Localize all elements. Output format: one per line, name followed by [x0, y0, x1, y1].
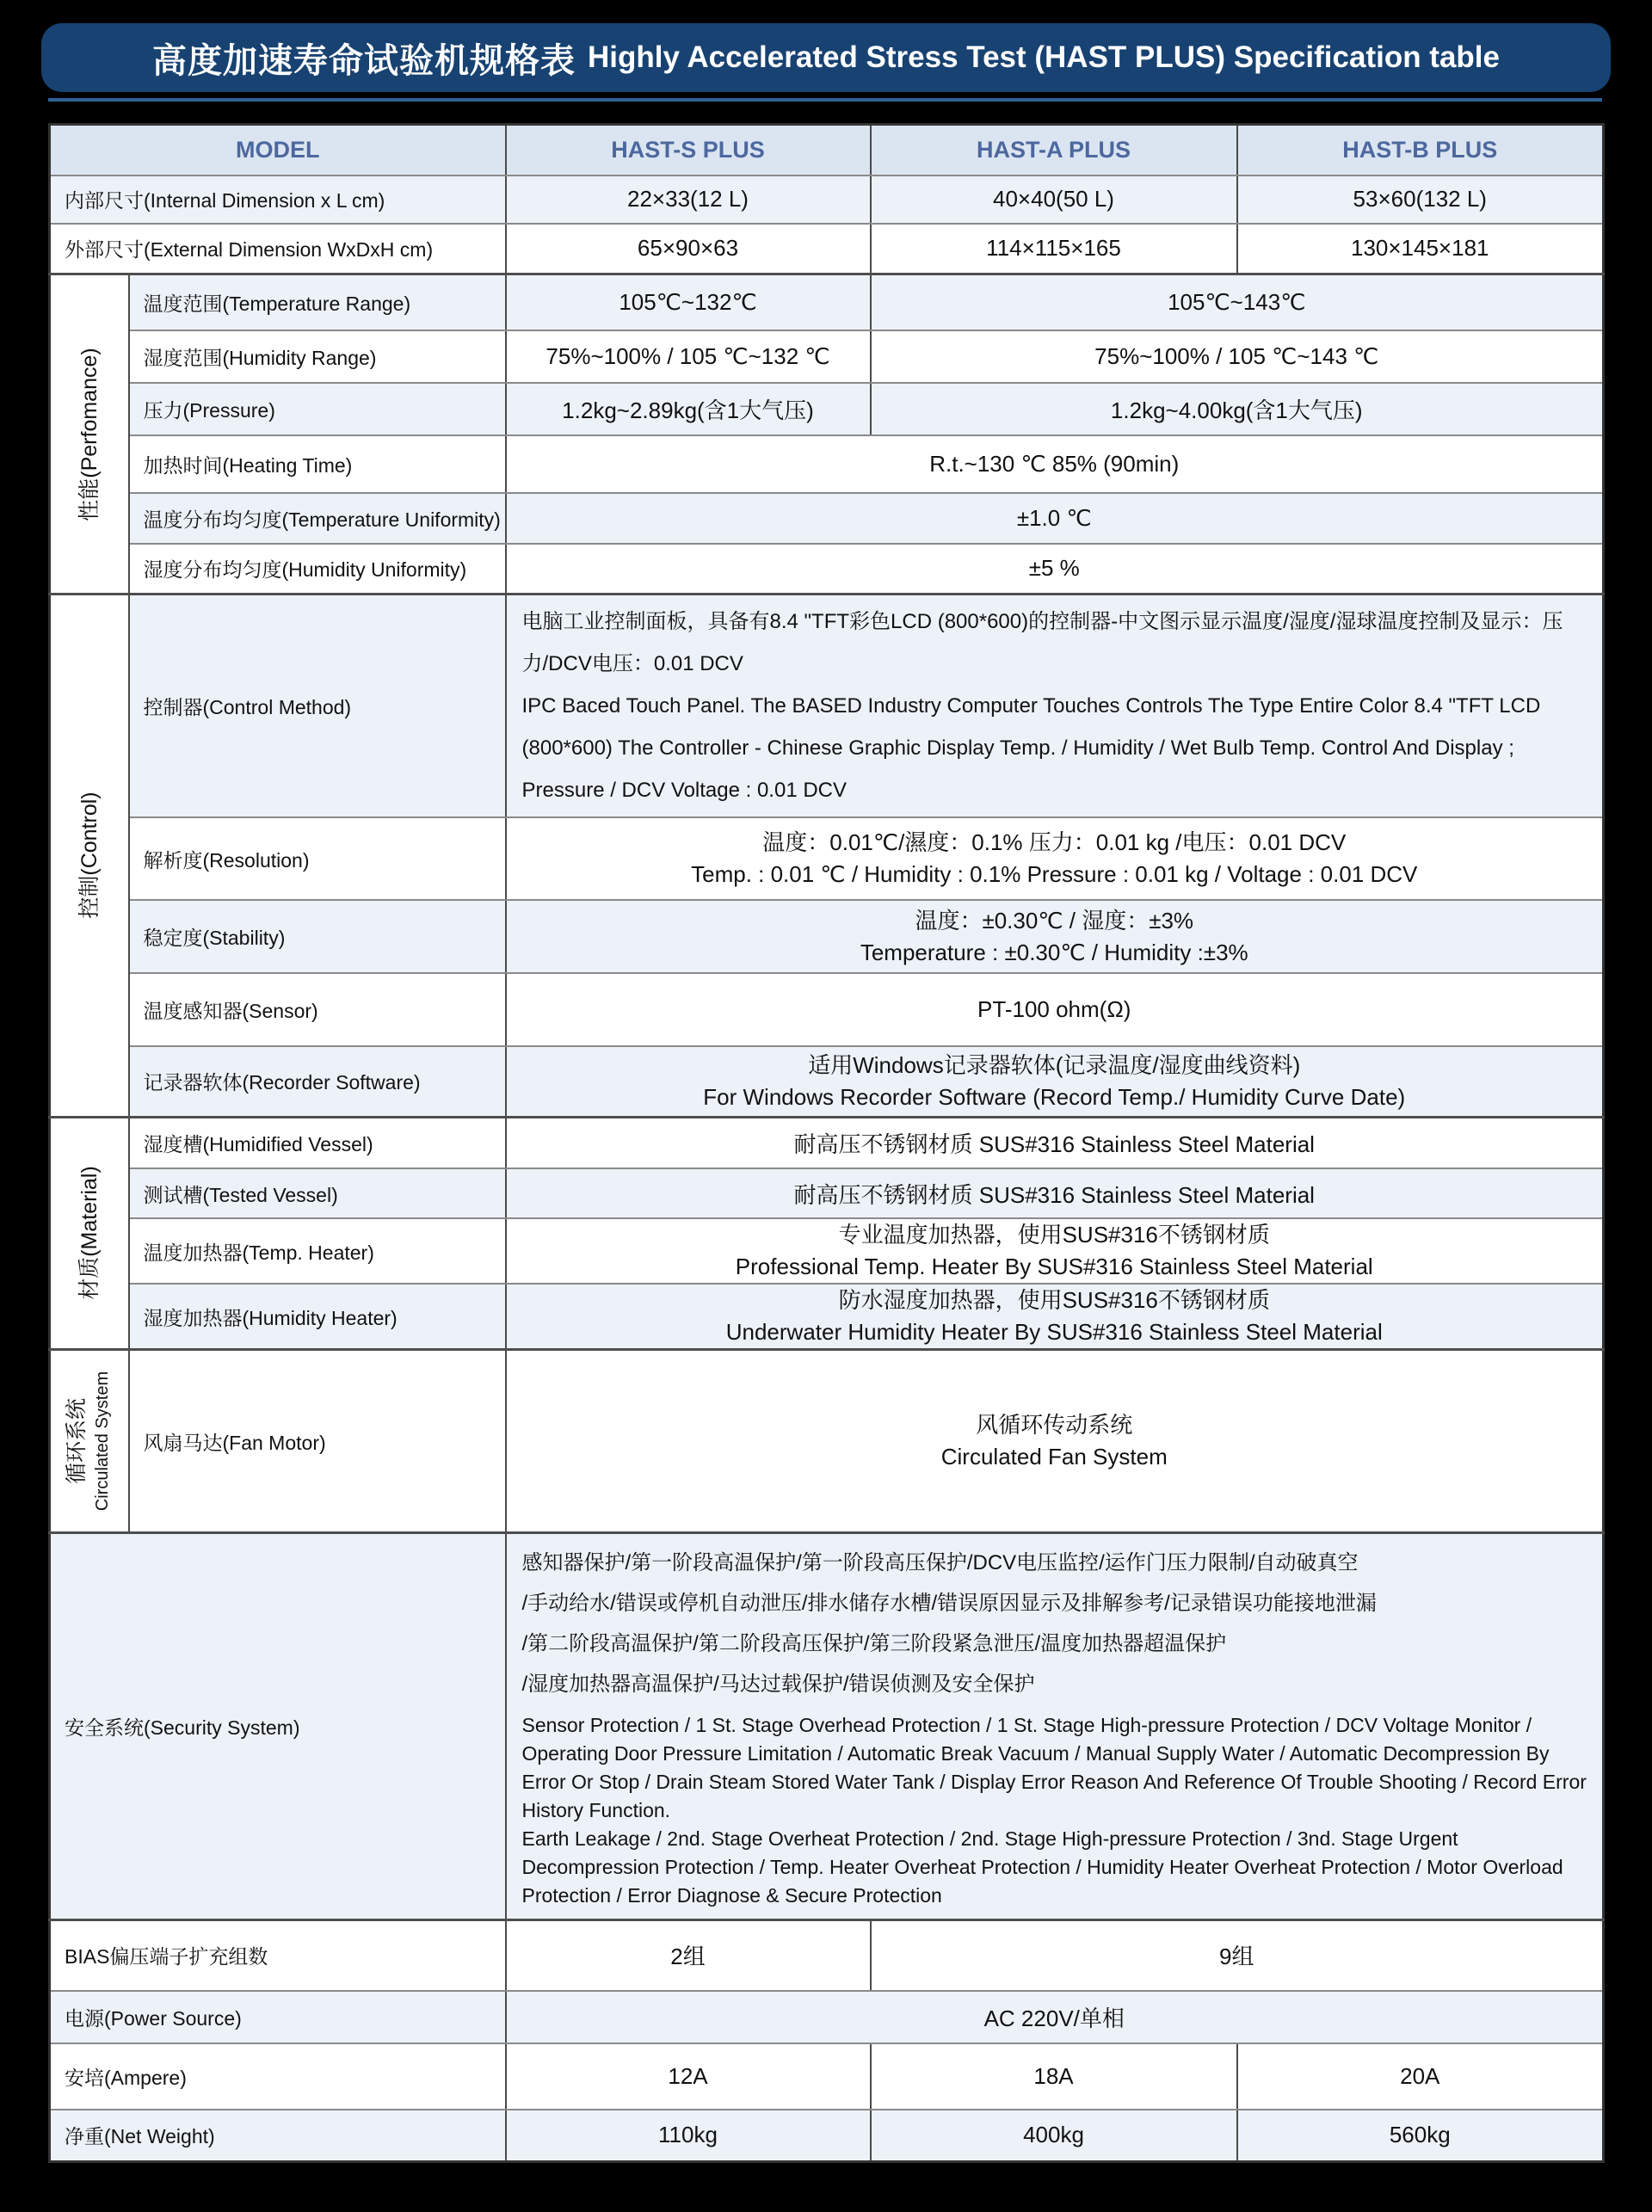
temperature-uniformity-label: 温度分布均匀度(Temperature Uniformity) [129, 493, 506, 544]
sensor-label: 温度感知器(Sensor) [129, 973, 506, 1046]
security-zh-line: 感知器保护/第一阶段高温保护/第一阶段高压保护/DCV电压监控/运作门压力限制/自动破真空 [521, 1551, 1359, 1574]
security-zh-line: /湿度加热器高温保护/马达过载保护/错误侦测及安全保护 [521, 1673, 1035, 1696]
resolution-en: Temp. : 0.01 ℃ / Humidity : 0.1% Pressure : 0.01 kg / Voltage : 0.01 DCV [691, 861, 1418, 887]
humidity-heater-value [506, 1284, 1604, 1350]
group-performance-label: 性能(Perfomance) [77, 347, 102, 521]
ampere-value-b: 20A [1237, 2043, 1604, 2110]
power-source-label: 电源(Power Source) [50, 1991, 506, 2043]
group-circulated-system [50, 1350, 129, 1533]
bias-value-s: 2组 [506, 1920, 871, 1991]
security-en-paragraph: Sensor Protection / 1 St. Stage Overhead Protection / 1 St. Stage High-pressure Protection / DCV Voltage Monitor / Operating Door Pressure Limitation / Automatic Break Vacuum / Manual Supply Water / Automatic Decompression By Error Or Stop / Drain Steam Stored Water Tank / Display Error Reason And Reference Of Trouble Shooting / Record Error History Function. [521, 1714, 1587, 1821]
group-performance [50, 274, 129, 595]
humidity-range-value-ab: 75%~100% / 105 ℃~143 ℃ [871, 330, 1604, 383]
stability-zh: 温度：±0.30℃ / 湿度：±3% [915, 907, 1194, 933]
group-control-label: 控制(Control) [77, 792, 102, 919]
power-source-value: AC 220V/单相 [506, 1991, 1604, 2043]
table-row [50, 1991, 1604, 2043]
humidity-range-value-s: 75%~100% / 105 ℃~132 ℃ [506, 330, 871, 383]
control-method-en: IPC Baced Touch Panel. The BASED Industry Computer Touches Controls The Type Entire Color 8.4 "TFT LCD (800*600) The Controller - Chinese Graphic Display Temp. / Humidity / Wet Bulb Temp. Control And Display ; Pressure / DCV Voltage : 0.01 DCV [521, 694, 1541, 802]
temperature-uniformity-value: ±1.0 ℃ [506, 493, 1604, 544]
table-row [50, 274, 1604, 330]
external-dimension-value-b: 130×145×181 [1237, 224, 1604, 274]
security-system-en [522, 1711, 1587, 1910]
table-row [50, 1533, 1604, 1920]
security-system-value [506, 1533, 1604, 1920]
security-system-zh [522, 1543, 1587, 1704]
fan-motor-en: Circulated Fan System [940, 1444, 1168, 1470]
heating-time-value: R.t.~130 ℃ 85% (90min) [506, 435, 1604, 493]
humidity-heater-label: 湿度加热器(Humidity Heater) [129, 1284, 506, 1350]
external-dimension-label: 外部尺寸(External Dimension WxDxH cm) [50, 224, 506, 274]
net-weight-value-a: 400kg [871, 2110, 1237, 2162]
header-hast-s-plus: HAST-S PLUS [506, 125, 871, 176]
table-row [50, 435, 1604, 493]
security-en-paragraph: Earth Leakage / 2nd. Stage Overheat Protection / 2nd. Stage High-pressure Protection / 3nd. Stage Urgent Decompression Protection / Temp. Heater Overheat Protection / Humidity Heater Overheat Protection / Motor Overload Protection / Error Diagnose & Secure Protection [521, 1827, 1563, 1907]
stability-en: Temperature : ±0.30℃ / Humidity :±3% [860, 939, 1248, 965]
ampere-label: 安培(Ampere) [50, 2043, 506, 2110]
temp-heater-value [506, 1218, 1604, 1284]
table-row [50, 383, 1604, 435]
external-dimension-value-a: 114×115×165 [871, 224, 1237, 274]
temp-heater-en: Professional Temp. Heater By SUS#316 Stainless Steel Material [735, 1254, 1373, 1279]
heating-time-label: 加热时间(Heating Time) [129, 435, 506, 493]
header-model: MODEL [50, 125, 506, 176]
group-circulated-system-label [64, 1371, 115, 1511]
temperature-range-label: 温度范围(Temperature Range) [129, 274, 506, 330]
table-row [50, 2110, 1604, 2162]
resolution-value [506, 817, 1604, 900]
group-circulated-system-en: Circulated System [92, 1371, 112, 1512]
security-zh-line: /手动给水/错误或停机自动泄压/排水储存水槽/错误原因显示及排解参考/记录错误功能接地泄漏 [521, 1592, 1377, 1615]
table-header-row [50, 125, 1604, 176]
resolution-zh: 温度：0.01℃/濕度：0.1% 压力：0.01 kg /电压：0.01 DCV [762, 829, 1347, 855]
table-row [50, 817, 1604, 900]
recorder-software-value [506, 1046, 1604, 1117]
table-row [50, 1920, 1604, 1991]
table-row [50, 1350, 1604, 1533]
temp-heater-label: 温度加热器(Temp. Heater) [129, 1218, 506, 1284]
humidity-range-label: 湿度范围(Humidity Range) [129, 330, 506, 383]
header-hast-b-plus: HAST-B PLUS [1237, 125, 1604, 176]
table-row [50, 224, 1604, 274]
net-weight-value-b: 560kg [1237, 2110, 1604, 2162]
tested-vessel-label: 测试槽(Tested Vessel) [129, 1168, 506, 1218]
internal-dimension-value-b: 53×60(132 L) [1237, 176, 1604, 224]
table-row [50, 1117, 1604, 1168]
ampere-value-s: 12A [506, 2043, 871, 2110]
internal-dimension-value-a: 40×40(50 L) [871, 176, 1237, 224]
table-row [50, 1284, 1604, 1350]
table-row [50, 493, 1604, 544]
page-title-en: Highly Accelerated Stress Test (HAST PLUS) Specification table [588, 40, 1500, 74]
group-control [50, 595, 129, 1118]
specification-table [48, 123, 1605, 2163]
fan-motor-label: 风扇马达(Fan Motor) [129, 1350, 506, 1533]
temperature-range-value-ab: 105℃~143℃ [871, 274, 1604, 330]
internal-dimension-value-s: 22×33(12 L) [506, 176, 871, 224]
security-zh-line: /第二阶段高温保护/第二阶段高压保护/第三阶段紧急泄压/温度加热器超温保护 [521, 1632, 1227, 1655]
internal-dimension-label: 内部尺寸(Internal Dimension x L cm) [50, 176, 506, 224]
recorder-software-en: For Windows Recorder Software (Record Temp./ Humidity Curve Date) [703, 1083, 1406, 1110]
tested-vessel-value: 耐高压不锈钢材质 SUS#316 Stainless Steel Material [506, 1168, 1604, 1218]
humidity-heater-en: Underwater Humidity Heater By SUS#316 Stainless Steel Material [725, 1319, 1383, 1345]
humidity-heater-zh: 防水湿度加热器，使用SUS#316不锈钢材质 [838, 1287, 1270, 1313]
table-row [50, 2043, 1604, 2110]
humidity-uniformity-value: ±5 % [506, 544, 1604, 595]
recorder-software-zh: 适用Windows记录器软体(记录温度/湿度曲线资料) [808, 1051, 1301, 1078]
table-row [50, 900, 1604, 973]
fan-motor-zh: 风循环传动系统 [976, 1412, 1133, 1438]
control-method-label: 控制器(Control Method) [129, 595, 506, 818]
table-row [50, 595, 1604, 818]
table-row [50, 1046, 1604, 1117]
net-weight-value-s: 110kg [506, 2110, 871, 2162]
table-row [50, 176, 1604, 224]
table-row [50, 973, 1604, 1046]
ampere-value-a: 18A [871, 2043, 1237, 2110]
fan-motor-value [506, 1350, 1604, 1533]
accent-divider-line [48, 98, 1602, 102]
recorder-software-label: 记录器软体(Recorder Software) [129, 1046, 506, 1117]
stability-label: 稳定度(Stability) [129, 900, 506, 973]
header-hast-a-plus: HAST-A PLUS [871, 125, 1237, 176]
external-dimension-value-s: 65×90×63 [506, 224, 871, 274]
humidified-vessel-value: 耐高压不锈钢材质 SUS#316 Stainless Steel Material [506, 1117, 1604, 1168]
stability-value [506, 900, 1604, 973]
table-row [50, 1168, 1604, 1218]
security-system-label: 安全系统(Security System) [50, 1533, 506, 1920]
group-material [50, 1117, 129, 1350]
title-bar [41, 23, 1611, 92]
pressure-label: 压力(Pressure) [129, 383, 506, 435]
pressure-value-ab: 1.2kg~4.00kg(含1大气压) [871, 383, 1604, 435]
table-row [50, 544, 1604, 595]
group-material-label: 材质(Material) [77, 1166, 102, 1301]
page-title-zh: 高度加速寿命试验机规格表 [152, 41, 576, 80]
net-weight-label: 净重(Net Weight) [50, 2110, 506, 2162]
temperature-range-value-s: 105℃~132℃ [506, 274, 871, 330]
humidified-vessel-label: 湿度槽(Humidified Vessel) [129, 1117, 506, 1168]
temp-heater-zh: 专业温度加热器，使用SUS#316不锈钢材质 [838, 1222, 1270, 1248]
bias-value-ab: 9组 [871, 1920, 1604, 1991]
sensor-value: PT-100 ohm(Ω) [506, 973, 1604, 1046]
bias-label: BIAS偏压端子扩充组数 [50, 1920, 506, 1991]
resolution-label: 解析度(Resolution) [129, 817, 506, 900]
control-method-value [506, 595, 1604, 818]
humidity-uniformity-label: 湿度分布均匀度(Humidity Uniformity) [129, 544, 506, 595]
group-circulated-system-zh: 循环系统 [64, 1398, 89, 1485]
control-method-zh: 电脑工业控制面板，具备有8.4 "TFT彩色LCD (800*600)的控制器-中文图示显示温度/湿度/湿球温度控制及显示：压力/DCV电压：0.01 DCV [521, 610, 1563, 675]
table-row [50, 330, 1604, 383]
pressure-value-s: 1.2kg~2.89kg(含1大气压) [506, 383, 871, 435]
table-row [50, 1218, 1604, 1284]
